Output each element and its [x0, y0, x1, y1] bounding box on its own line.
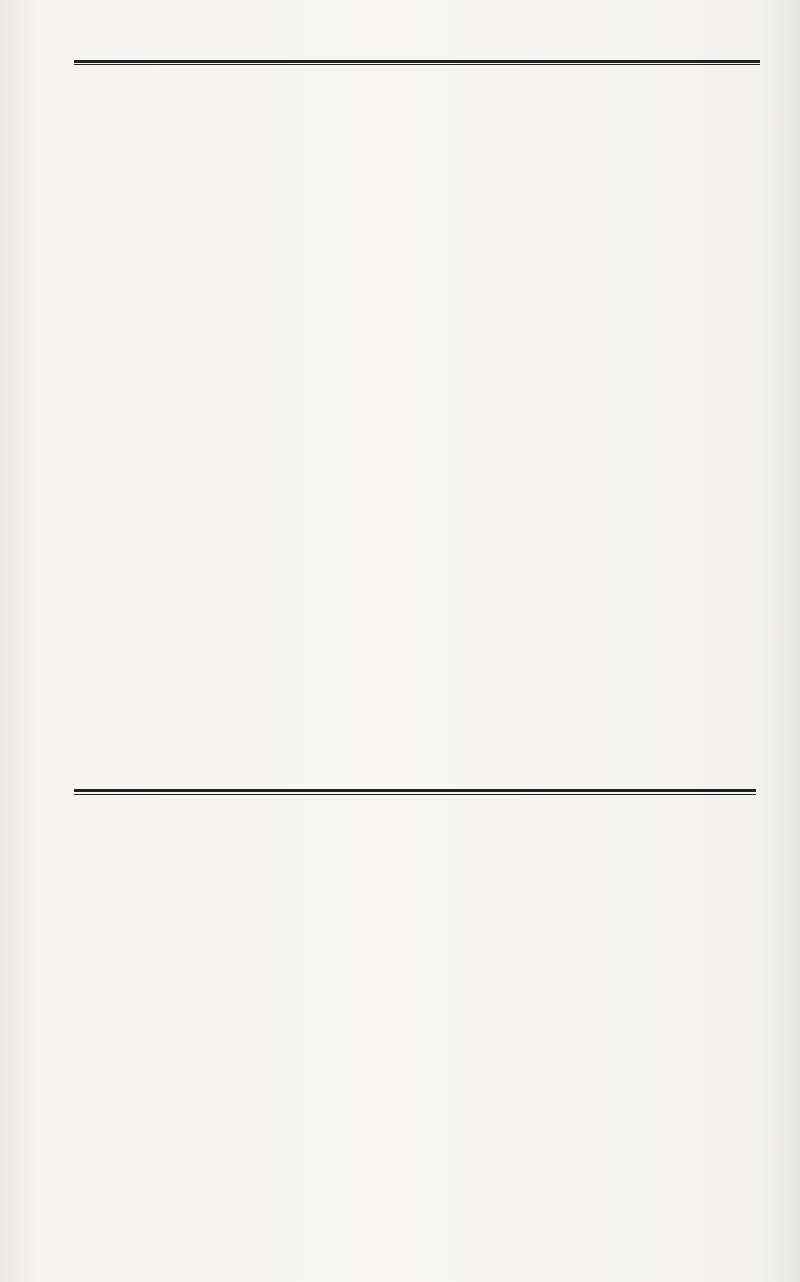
section-divider [74, 789, 756, 795]
page-header [70, 22, 760, 56]
header-rule [74, 60, 760, 65]
